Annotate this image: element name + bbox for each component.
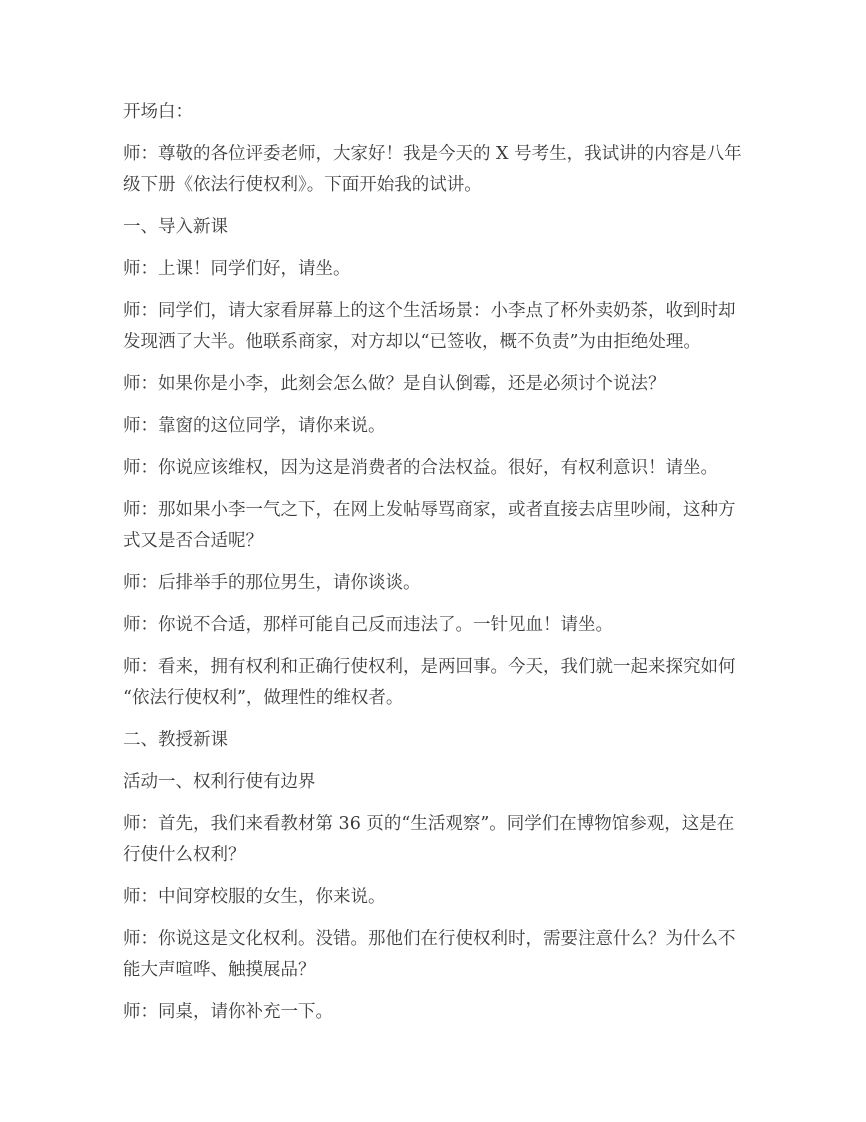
paragraph-textbook-observation: 师：首先，我们来看教材第 36 页的“生活观察”。同学们在博物馆参观，这是在行使什么权利？ [123, 814, 735, 865]
paragraph-question-2: 师：那如果小李一气之下，在网上发帖辱骂商家，或者直接去店里吵闹，这种方式又是否合适呢？ [123, 500, 736, 551]
document-body [123, 97, 745, 1028]
paragraph-question-1: 师：如果你是小李，此刻会怎么做？是自认倒霉，还是必须讨个说法？ [123, 374, 666, 394]
section-heading-new-lesson: 二、教授新课 [123, 730, 228, 750]
paragraph-call-student-4: 师：同桌，请你补充一下。 [123, 1002, 333, 1022]
paragraph-call-student-1: 师：靠窗的这位同学，请你来说。 [123, 416, 386, 436]
paragraph-feedback-1: 师：你说应该维权，因为这是消费者的合法权益。很好，有权利意识！请坐。 [123, 458, 718, 478]
paragraph-feedback-2: 师：你说不合适，那样可能自己反而违法了。一针见血！请坐。 [123, 615, 613, 635]
paragraph-greeting: 师：尊敬的各位评委老师，大家好！我是今天的 X 号考生，我试讲的内容是八年级下册《依法行使权利》。下面开始我的试讲。 [123, 144, 742, 195]
section-heading-lead-in: 一、导入新课 [123, 217, 228, 237]
paragraph-feedback-3: 师：你说这是文化权利。没错。那他们在行使权利时，需要注意什么？为什么不能大声喧哗、触摸展品？ [123, 929, 736, 980]
paragraph-call-student-3: 师：中间穿校服的女生，你来说。 [123, 887, 386, 907]
paragraph-call-student-2: 师：后排举手的那位男生，请你谈谈。 [123, 573, 421, 593]
paragraph-transition: 师：看来，拥有权利和正确行使权利，是两回事。今天，我们就一起来探究如何“依法行使权利”，做理性的维权者。 [123, 657, 736, 708]
activity-heading-1: 活动一、权利行使有边界 [123, 772, 316, 792]
paragraph-scenario: 师：同学们，请大家看屏幕上的这个生活场景：小李点了杯外卖奶茶，收到时却发现洒了大半。他联系商家，对方却以“已签收，概不负责”为由拒绝处理。 [123, 301, 736, 352]
paragraph-class-start: 师：上课！同学们好，请坐。 [123, 259, 351, 279]
paragraph-opening-label: 开场白： [123, 102, 193, 122]
